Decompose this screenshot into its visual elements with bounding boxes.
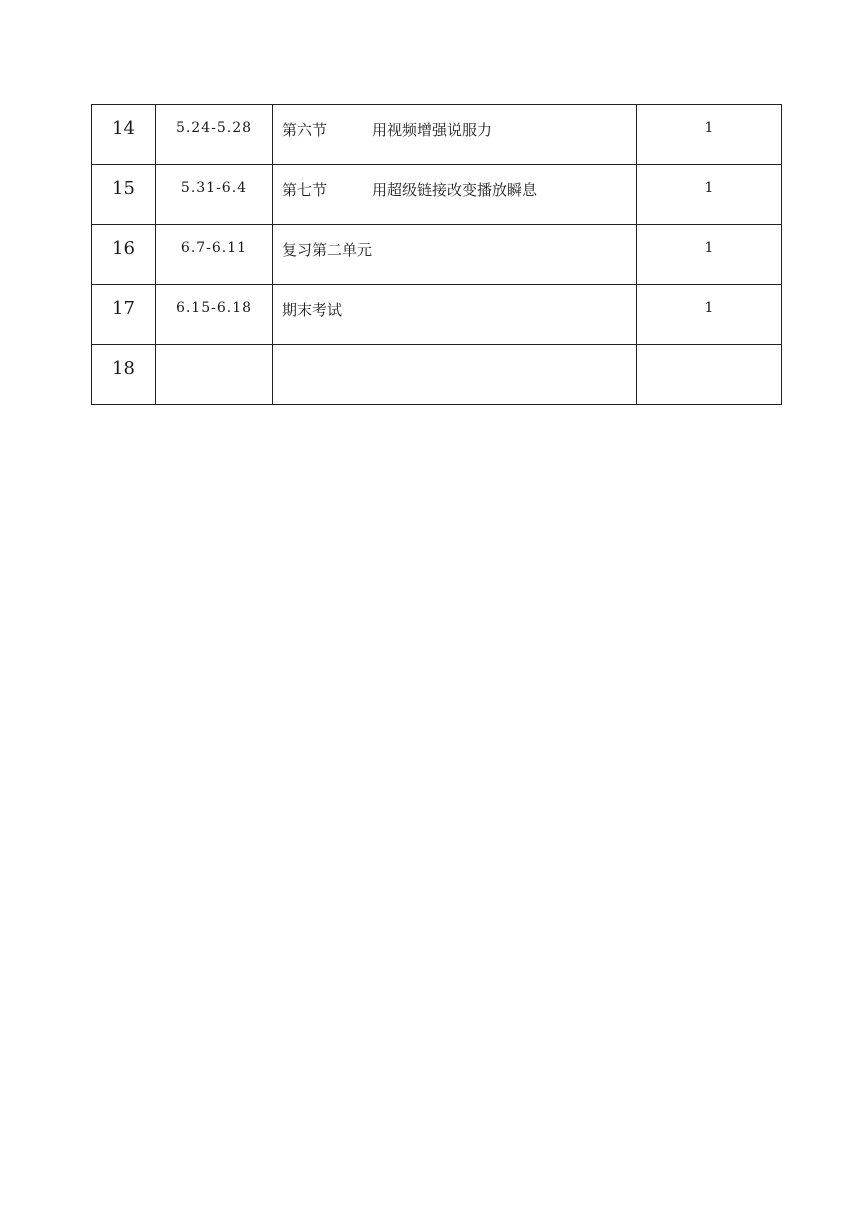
date-cell — [156, 225, 273, 285]
table-row — [92, 225, 782, 285]
hours-cell — [637, 285, 782, 345]
week-number: 14 — [112, 118, 135, 139]
lesson-topic: 第七节 用超级链接改变播放瞬息 — [282, 181, 538, 199]
week-cell — [92, 105, 156, 165]
lesson-topic: 复习第二单元 — [282, 241, 373, 259]
hours-cell — [637, 105, 782, 165]
lesson-topic: 期末考试 — [282, 301, 343, 319]
topic-cell — [273, 345, 637, 405]
date-cell — [156, 345, 273, 405]
table-row — [92, 165, 782, 225]
class-hours: 1 — [704, 180, 714, 196]
topic-cell — [273, 225, 637, 285]
hours-cell — [637, 165, 782, 225]
table-row — [92, 345, 782, 405]
lesson-topic — [273, 345, 636, 359]
date-range — [156, 345, 272, 360]
week-cell — [92, 165, 156, 225]
table-row — [92, 285, 782, 345]
week-number: 18 — [112, 358, 135, 379]
schedule-body — [92, 105, 782, 405]
class-hours: 1 — [704, 120, 714, 136]
date-range: 5.31-6.4 — [180, 180, 248, 196]
topic-cell — [273, 165, 637, 225]
date-cell — [156, 285, 273, 345]
hours-cell — [637, 225, 782, 285]
table-row — [92, 105, 782, 165]
week-cell — [92, 285, 156, 345]
topic-cell — [273, 105, 637, 165]
week-number: 17 — [112, 298, 135, 319]
class-hours: 1 — [704, 240, 714, 256]
week-cell — [92, 345, 156, 405]
date-range: 5.24-5.28 — [175, 120, 253, 136]
schedule-table — [91, 104, 782, 405]
topic-cell — [273, 285, 637, 345]
lesson-topic: 第六节 用视频增强说服力 — [282, 121, 493, 139]
class-hours: 1 — [704, 300, 714, 316]
week-number: 15 — [112, 178, 135, 199]
date-range: 6.15-6.18 — [175, 300, 253, 316]
date-range: 6.7-6.11 — [180, 240, 248, 256]
date-cell — [156, 165, 273, 225]
date-cell — [156, 105, 273, 165]
hours-cell — [637, 345, 782, 405]
week-number: 16 — [112, 238, 135, 259]
week-cell — [92, 225, 156, 285]
class-hours — [637, 345, 781, 360]
